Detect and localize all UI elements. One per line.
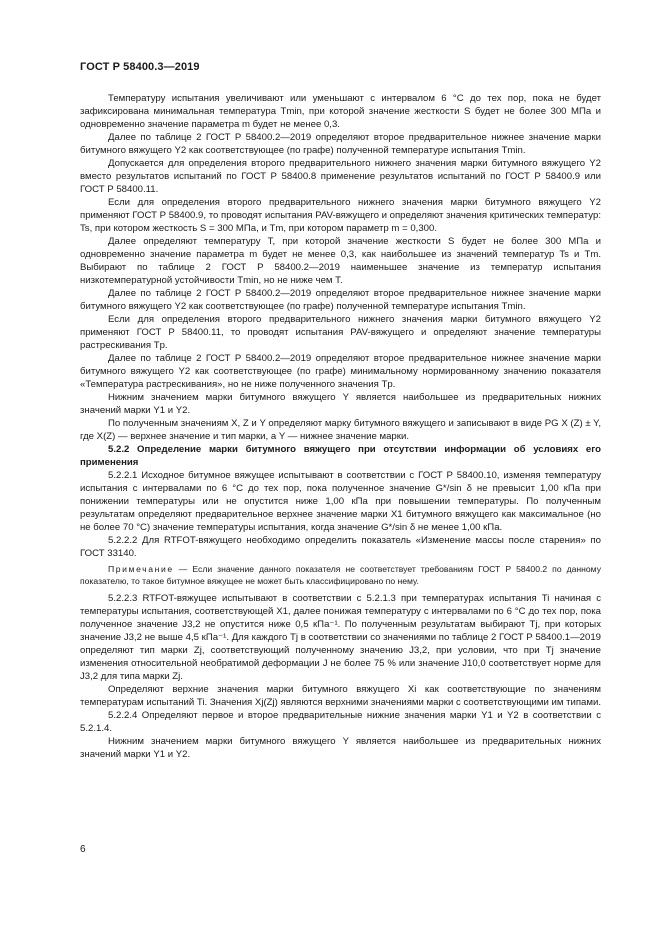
paragraph: Далее определяют температуру T, при которой значение жесткости S будет не более 300 МПа и одновременно значение параметра m будет не менее 0,3, как наибольшее из значений температур Ts и Tm. Выбирают по таблице 2 ГОСТ Р 58400.2—2019 наименьшее значение из температур испытания низкотемпературной устойчивости Tmin, но не ниже чем T. xyxy=(80,236,601,286)
paragraph: 5.2.2.4 Определяют первое и второе предварительные нижние значения марки Y1 и Y2 в соответствии с 5.2.1.4. xyxy=(80,710,601,734)
paragraph: Далее по таблице 2 ГОСТ Р 58400.2—2019 определяют второе предварительное нижнее значение марки битумного вяжущего Y2 как соответствующее (по графе) минимальному нормированному значению показателя «Температура растрескивания», но не ниже полученного значения Tр. xyxy=(80,353,601,390)
note-text: — Если значение данного показателя не соответствует требованиям ГОСТ Р 58400.2 по данному показателю, то такое битумное вяжущее не может быть классифицировано по нему. xyxy=(80,564,601,586)
document-header: ГОСТ Р 58400.3—2019 xyxy=(80,61,200,73)
paragraph: Если для определения второго предварительного нижнего значения марки битумного вяжущего Y2 применяют ГОСТ Р 58400.9, то проводят испытания PAV-вяжущего и определяют значения критических температур: Ts, при котором жесткость S = 300 МПа, и Tm, при котором параметр m = 0,300. xyxy=(80,197,601,234)
paragraph: Температуру испытания увеличивают или уменьшают с интервалом 6 °С до тех пор, пока не будет зафиксирована минимальная температура Tmin, при которой значение жесткости S будет не более 300 МПа и одновременно значение параметра m будет не менее 0,3. xyxy=(80,93,601,130)
page-number: 6 xyxy=(80,844,86,855)
section-heading: 5.2.2 Определение марки битумного вяжущего при отсутствии информации об условиях его применения xyxy=(80,444,601,468)
note-label: Примечание xyxy=(108,564,174,574)
paragraph: 5.2.2.2 Для RTFOT-вяжущего необходимо определить показатель «Изменение массы после старения» по ГОСТ 33140. xyxy=(80,535,601,559)
paragraph: 5.2.2.3 RTFOT-вяжущее испытывают в соответствии с 5.2.1.3 при температурах испытания Ti начиная с температуры испытания, соответствующей X1, далее понижая температуру с интервалами по 6 °С до тех пор, пока полученное значение J3,2 не опустится ниже 0,5 кПа⁻¹. По полученным результатам выбирают Tj, при которых значение J3,2 не выше 4,5 кПа⁻¹. Для каждого Tj в соответствии со значениями по таблице 2 ГОСТ Р 58400.1—2019 определяют тип марки Zj, соответствующий полученному значению J3,2, при условии, что при Tj значение изменения относительной необратимой деформации J не более 75 % или значение J10,0 соответствует норме для J3,2 для типа марки Zj. xyxy=(80,593,601,682)
note xyxy=(80,563,601,587)
paragraph: Определяют верхние значения марки битумного вяжущего Xi как соответствующие по значениям температурам испытаний Ti. Значения Xj(Zj) являются верхними значениями марки с соответствующими им типами. xyxy=(80,684,602,708)
paragraph: Допускается для определения второго предварительного нижнего значения марки битумного вяжущего Y2 вместо результатов испытаний по ГОСТ Р 58400.8 применение результатов испытаний по ГОСТ Р 58400.9 или ГОСТ Р 58400.11. xyxy=(80,158,601,195)
paragraph: Далее по таблице 2 ГОСТ Р 58400.2—2019 определяют второе предварительное нижнее значение марки битумного вяжущего Y2 как соответствующее (по графе) полученной температуре испытания Tmin. xyxy=(80,132,601,156)
paragraph: Если для определения второго предварительного нижнего значения марки битумного вяжущего Y2 применяют ГОСТ Р 58400.11, то проводят испытания PAV-вяжущего и определяют значение температуры растрескивания Tр. xyxy=(80,314,601,351)
paragraph: Далее по таблице 2 ГОСТ Р 58400.2—2019 определяют второе предварительное нижнее значение марки битумного вяжущего Y2 как соответствующее (по графе) полученной температуре испытания Tmin. xyxy=(80,288,601,312)
paragraph: Нижним значением марки битумного вяжущего Y является наибольшее из предварительных нижних значений марки Y1 и Y2. xyxy=(80,736,601,760)
paragraph: Нижним значением марки битумного вяжущего Y является наибольшее из предварительных нижних значений марки Y1 и Y2. xyxy=(80,392,601,416)
paragraph: По полученным значениям X, Z и Y определяют марку битумного вяжущего и записывают в виде PG X (Z) ± Y, где X(Z) — верхнее значение и тип марки, а Y — нижнее значение марки. xyxy=(80,418,601,442)
paragraph: 5.2.2.1 Исходное битумное вяжущее испытывают в соответствии с ГОСТ Р 58400.10, изменяя температуру испытания с интервалами по 6 °С до тех пор, пока полученное значение G*/sin δ не превысит 1,00 кПа при понижении температуры или не опустится ниже 1,00 кПа при повышении температуры. По полученным результатам определяют предварительное верхнее значение марки X1 битумного вяжущего как максимальное (но не более 70 °С) значение температуры испытания, когда значение G*/sin δ не менее 1,00 кПа. xyxy=(80,470,601,533)
document-body xyxy=(80,92,601,761)
